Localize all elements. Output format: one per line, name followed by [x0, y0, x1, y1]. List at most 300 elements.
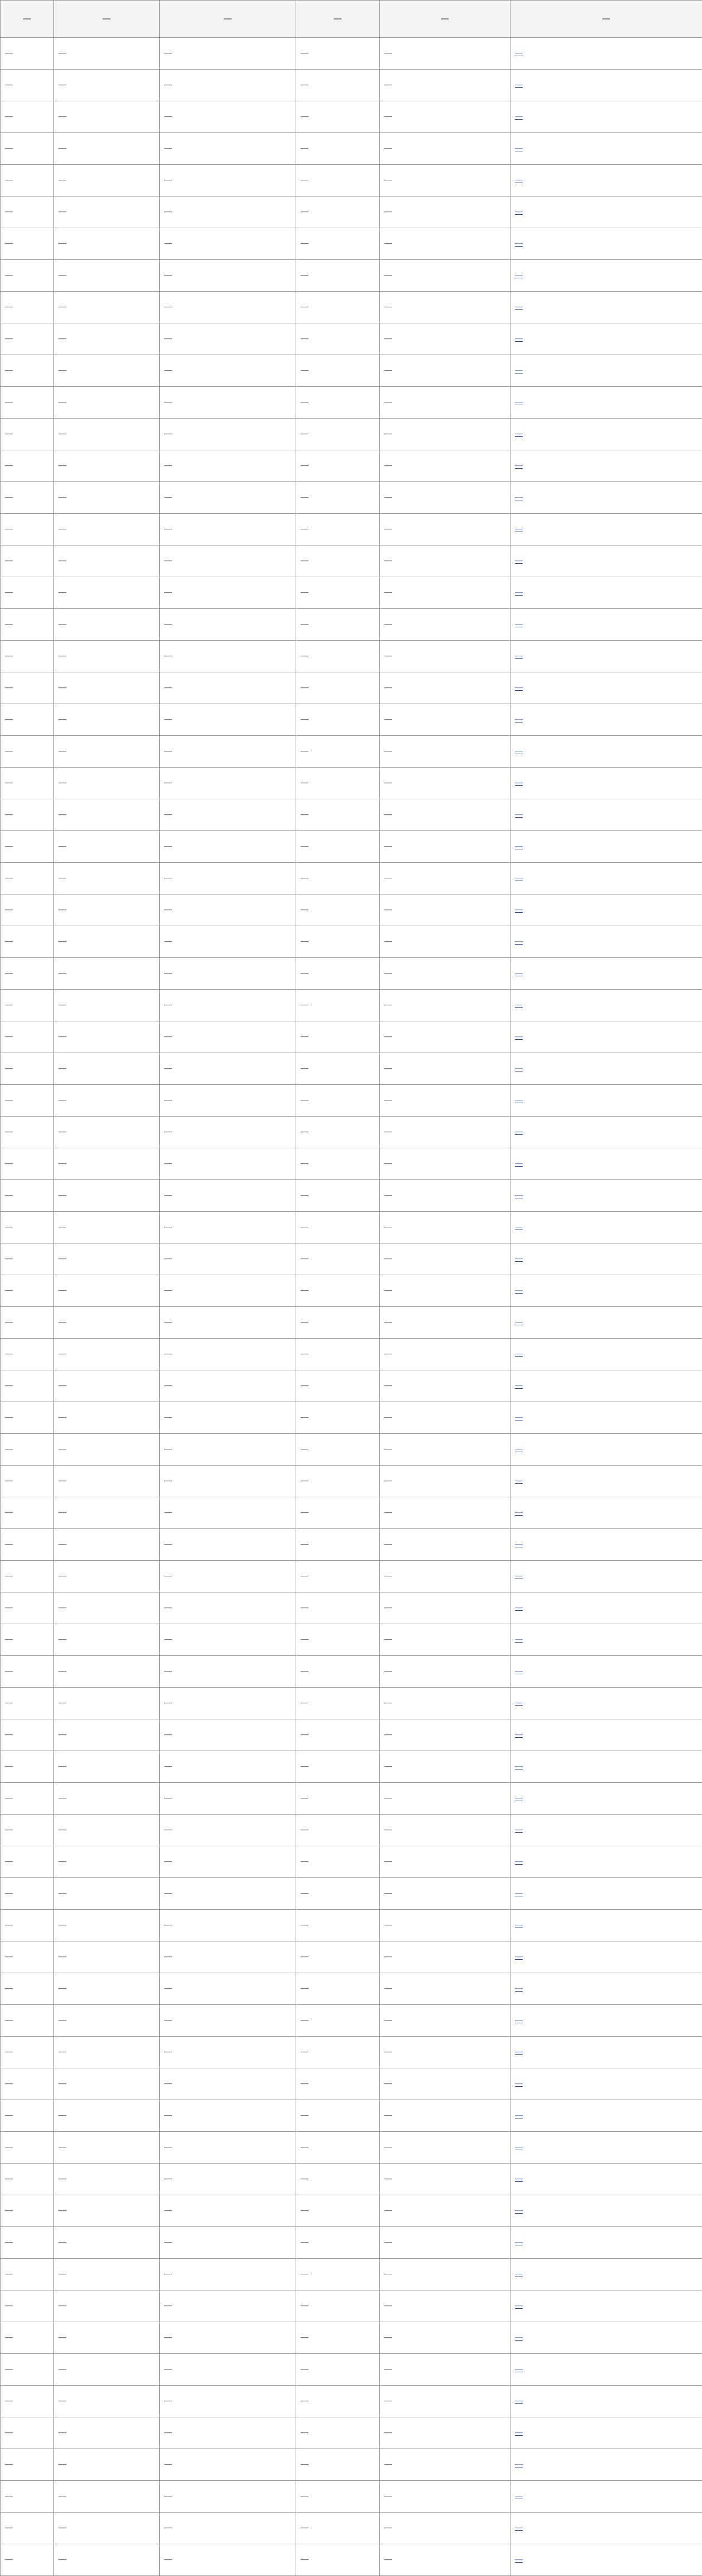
table-row	[1, 545, 702, 577]
email-link[interactable]: —	[510, 323, 702, 355]
phone-cell: —	[380, 38, 510, 70]
email-link[interactable]: —	[510, 1624, 702, 1656]
email-link[interactable]: —	[510, 2354, 702, 2386]
table-row	[1, 958, 702, 990]
school-cell: —	[1, 1243, 54, 1275]
direction-cell: —	[160, 2100, 296, 2132]
contact-cell: —	[296, 1243, 380, 1275]
contact-cell: —	[296, 577, 380, 609]
contact-cell: —	[296, 2005, 380, 2037]
school-cell: —	[1, 1307, 54, 1339]
school-cell: —	[1, 609, 54, 641]
direction-cell: —	[160, 799, 296, 831]
phone-cell: —	[380, 2544, 510, 2576]
email-link[interactable]: —	[510, 894, 702, 926]
email-link[interactable]: —	[510, 2386, 702, 2417]
table-row	[1, 926, 702, 958]
email-link[interactable]: —	[510, 1466, 702, 1497]
contact-cell: —	[296, 2481, 380, 2513]
email-link[interactable]: —	[510, 990, 702, 1021]
school-cell: —	[1, 1339, 54, 1370]
table-row	[1, 1307, 702, 1339]
contact-cell: —	[296, 165, 380, 196]
email-link[interactable]: —	[510, 1497, 702, 1529]
phone-cell: —	[380, 387, 510, 419]
email-link[interactable]: —	[510, 355, 702, 387]
contact-cell: —	[296, 514, 380, 545]
major-cell: —	[54, 2068, 160, 2100]
major-cell: —	[54, 1973, 160, 2005]
direction-cell: —	[160, 133, 296, 165]
direction-cell: —	[160, 2005, 296, 2037]
phone-cell: —	[380, 482, 510, 514]
contact-cell: —	[296, 1783, 380, 1815]
phone-cell: —	[380, 1180, 510, 1212]
email-link[interactable]: —	[510, 2544, 702, 2576]
email-link[interactable]: —	[510, 2259, 702, 2290]
email-link[interactable]: —	[510, 1561, 702, 1592]
direction-cell: —	[160, 2481, 296, 2513]
table-row	[1, 292, 702, 323]
email-link[interactable]: —	[510, 1085, 702, 1117]
table-row	[1, 1339, 702, 1370]
direction-cell: —	[160, 2195, 296, 2227]
email-link[interactable]: —	[510, 2417, 702, 2449]
email-link[interactable]: —	[510, 2005, 702, 2037]
major-cell: —	[54, 133, 160, 165]
email-link[interactable]: —	[510, 2100, 702, 2132]
school-cell: —	[1, 2068, 54, 2100]
school-cell: —	[1, 2544, 54, 2576]
major-cell: —	[54, 1148, 160, 1180]
phone-cell: —	[380, 450, 510, 482]
contact-cell: —	[296, 1688, 380, 1719]
email-link[interactable]: —	[510, 165, 702, 196]
school-cell: —	[1, 2481, 54, 2513]
major-cell: —	[54, 387, 160, 419]
email-link[interactable]: —	[510, 1592, 702, 1624]
school-cell: —	[1, 228, 54, 260]
contact-cell: —	[296, 863, 380, 894]
table-row	[1, 1751, 702, 1783]
email-link[interactable]: —	[510, 1021, 702, 1053]
table-row	[1, 2417, 702, 2449]
direction-cell: —	[160, 1117, 296, 1148]
phone-cell: —	[380, 1592, 510, 1624]
contact-cell: —	[296, 2227, 380, 2259]
school-cell: —	[1, 1751, 54, 1783]
email-link[interactable]: —	[510, 228, 702, 260]
major-cell: —	[54, 2132, 160, 2164]
contact-cell: —	[296, 2259, 380, 2290]
phone-cell: —	[380, 1085, 510, 1117]
phone-cell: —	[380, 1053, 510, 1085]
email-link[interactable]: —	[510, 1688, 702, 1719]
table-row	[1, 1846, 702, 1878]
phone-cell: —	[380, 894, 510, 926]
table-row	[1, 736, 702, 768]
email-link[interactable]: —	[510, 1529, 702, 1561]
contact-cell: —	[296, 2100, 380, 2132]
table-row	[1, 2132, 702, 2164]
table-row	[1, 2005, 702, 2037]
contact-cell: —	[296, 260, 380, 292]
email-link[interactable]: —	[510, 736, 702, 768]
school-cell: —	[1, 514, 54, 545]
direction-cell: —	[160, 1815, 296, 1846]
major-cell: —	[54, 1117, 160, 1148]
table-row	[1, 1878, 702, 1910]
table-row	[1, 2037, 702, 2068]
contact-cell: —	[296, 1402, 380, 1434]
direction-cell: —	[160, 2259, 296, 2290]
direction-cell: —	[160, 1719, 296, 1751]
direction-cell: —	[160, 1180, 296, 1212]
email-link[interactable]: —	[510, 1783, 702, 1815]
school-cell: —	[1, 196, 54, 228]
email-link[interactable]: —	[510, 926, 702, 958]
email-link[interactable]: —	[510, 768, 702, 799]
contact-cell: —	[296, 1497, 380, 1529]
phone-cell: —	[380, 323, 510, 355]
school-cell: —	[1, 1688, 54, 1719]
contact-cell: —	[296, 38, 380, 70]
direction-cell: —	[160, 260, 296, 292]
school-cell: —	[1, 1180, 54, 1212]
email-link[interactable]: —	[510, 482, 702, 514]
phone-cell: —	[380, 1275, 510, 1307]
school-cell: —	[1, 1878, 54, 1910]
email-link[interactable]: —	[510, 101, 702, 133]
email-link[interactable]: —	[510, 2290, 702, 2322]
header-school: —	[1, 1, 54, 38]
major-cell: —	[54, 990, 160, 1021]
table-row	[1, 165, 702, 196]
school-cell: —	[1, 1941, 54, 1973]
contact-cell: —	[296, 2449, 380, 2481]
email-link[interactable]: —	[510, 2227, 702, 2259]
email-link[interactable]: —	[510, 799, 702, 831]
phone-cell: —	[380, 704, 510, 736]
phone-cell: —	[380, 1783, 510, 1815]
email-link[interactable]: —	[510, 641, 702, 672]
table-row	[1, 2354, 702, 2386]
email-link[interactable]: —	[510, 1656, 702, 1688]
school-cell: —	[1, 2417, 54, 2449]
contact-cell: —	[296, 1085, 380, 1117]
table-row	[1, 1212, 702, 1243]
school-cell: —	[1, 38, 54, 70]
email-link[interactable]: —	[510, 1180, 702, 1212]
table-row	[1, 1656, 702, 1688]
email-link[interactable]: —	[510, 2037, 702, 2068]
school-cell: —	[1, 577, 54, 609]
email-link[interactable]: —	[510, 2513, 702, 2544]
table-row	[1, 323, 702, 355]
table-row	[1, 387, 702, 419]
phone-cell: —	[380, 1466, 510, 1497]
email-link[interactable]: —	[510, 1973, 702, 2005]
email-link[interactable]: —	[510, 2164, 702, 2195]
direction-cell: —	[160, 2449, 296, 2481]
contact-cell: —	[296, 482, 380, 514]
contact-cell: —	[296, 2195, 380, 2227]
school-cell: —	[1, 1148, 54, 1180]
email-link[interactable]: —	[510, 672, 702, 704]
major-cell: —	[54, 2005, 160, 2037]
school-cell: —	[1, 1370, 54, 1402]
major-cell: —	[54, 2164, 160, 2195]
school-cell: —	[1, 1434, 54, 1466]
email-link[interactable]: —	[510, 1370, 702, 1402]
contact-cell: —	[296, 1212, 380, 1243]
direction-cell: —	[160, 38, 296, 70]
school-cell: —	[1, 1846, 54, 1878]
major-cell: —	[54, 2195, 160, 2227]
email-link[interactable]: —	[510, 70, 702, 101]
table-row	[1, 1561, 702, 1592]
major-cell: —	[54, 1085, 160, 1117]
table-row	[1, 196, 702, 228]
direction-cell: —	[160, 2068, 296, 2100]
email-link[interactable]: —	[510, 1339, 702, 1370]
school-cell: —	[1, 1592, 54, 1624]
email-link[interactable]: —	[510, 2132, 702, 2164]
school-cell: —	[1, 2386, 54, 2417]
email-link[interactable]: —	[510, 704, 702, 736]
major-cell: —	[54, 1624, 160, 1656]
phone-cell: —	[380, 2005, 510, 2037]
school-cell: —	[1, 323, 54, 355]
email-link[interactable]: —	[510, 577, 702, 609]
school-cell: —	[1, 1973, 54, 2005]
major-cell: —	[54, 831, 160, 863]
email-link[interactable]: —	[510, 1719, 702, 1751]
email-link[interactable]: —	[510, 2195, 702, 2227]
school-cell: —	[1, 1815, 54, 1846]
email-link[interactable]: —	[510, 1212, 702, 1243]
header-direction: —	[160, 1, 296, 38]
phone-cell: —	[380, 1688, 510, 1719]
contact-cell: —	[296, 1592, 380, 1624]
direction-cell: —	[160, 1783, 296, 1815]
header-email: —	[510, 1, 702, 38]
direction-cell: —	[160, 1148, 296, 1180]
contact-cell: —	[296, 1656, 380, 1688]
email-link[interactable]: —	[510, 1117, 702, 1148]
email-link[interactable]: —	[510, 387, 702, 419]
school-cell: —	[1, 672, 54, 704]
major-cell: —	[54, 1275, 160, 1307]
phone-cell: —	[380, 2100, 510, 2132]
major-cell: —	[54, 958, 160, 990]
direction-cell: —	[160, 768, 296, 799]
table-row	[1, 1941, 702, 1973]
school-cell: —	[1, 2354, 54, 2386]
major-cell: —	[54, 1370, 160, 1402]
contact-cell: —	[296, 2290, 380, 2322]
direction-cell: —	[160, 577, 296, 609]
table-row	[1, 609, 702, 641]
contact-cell: —	[296, 672, 380, 704]
direction-cell: —	[160, 704, 296, 736]
email-link[interactable]: —	[510, 831, 702, 863]
phone-cell: —	[380, 260, 510, 292]
email-link[interactable]: —	[510, 958, 702, 990]
major-cell: —	[54, 2513, 160, 2544]
phone-cell: —	[380, 2513, 510, 2544]
table-row	[1, 2259, 702, 2290]
email-link[interactable]: —	[510, 292, 702, 323]
direction-cell: —	[160, 2227, 296, 2259]
phone-cell: —	[380, 1910, 510, 1941]
table-row	[1, 1783, 702, 1815]
direction-cell: —	[160, 2322, 296, 2354]
email-link[interactable]: —	[510, 1243, 702, 1275]
email-link[interactable]: —	[510, 514, 702, 545]
school-cell: —	[1, 1624, 54, 1656]
direction-cell: —	[160, 2290, 296, 2322]
table-row	[1, 2227, 702, 2259]
school-cell: —	[1, 958, 54, 990]
email-link[interactable]: —	[510, 2449, 702, 2481]
phone-cell: —	[380, 1624, 510, 1656]
email-link[interactable]: —	[510, 1910, 702, 1941]
school-cell: —	[1, 2005, 54, 2037]
direction-cell: —	[160, 514, 296, 545]
school-cell: —	[1, 2227, 54, 2259]
major-cell: —	[54, 1180, 160, 1212]
table-row	[1, 641, 702, 672]
table-row	[1, 419, 702, 450]
table-row	[1, 514, 702, 545]
major-cell: —	[54, 2449, 160, 2481]
table-row	[1, 1434, 702, 1466]
table-row	[1, 1053, 702, 1085]
contact-cell: —	[296, 2037, 380, 2068]
contact-cell: —	[296, 355, 380, 387]
phone-cell: —	[380, 292, 510, 323]
phone-cell: —	[380, 419, 510, 450]
major-cell: —	[54, 1466, 160, 1497]
school-cell: —	[1, 419, 54, 450]
email-link[interactable]: —	[510, 545, 702, 577]
direction-cell: —	[160, 1561, 296, 1592]
direction-cell: —	[160, 292, 296, 323]
email-link[interactable]: —	[510, 450, 702, 482]
email-link[interactable]: —	[510, 133, 702, 165]
email-link[interactable]: —	[510, 2068, 702, 2100]
email-link[interactable]: —	[510, 2481, 702, 2513]
table-row	[1, 2544, 702, 2576]
contact-cell: —	[296, 990, 380, 1021]
contact-cell: —	[296, 1973, 380, 2005]
email-link[interactable]: —	[510, 1941, 702, 1973]
phone-cell: —	[380, 863, 510, 894]
table-row	[1, 2290, 702, 2322]
contact-cell: —	[296, 736, 380, 768]
table-row	[1, 1592, 702, 1624]
contact-cell: —	[296, 1275, 380, 1307]
contact-cell: —	[296, 1815, 380, 1846]
major-cell: —	[54, 228, 160, 260]
major-cell: —	[54, 1688, 160, 1719]
major-cell: —	[54, 1434, 160, 1466]
email-link[interactable]: —	[510, 1846, 702, 1878]
school-cell: —	[1, 355, 54, 387]
direction-cell: —	[160, 1751, 296, 1783]
phone-cell: —	[380, 1656, 510, 1688]
direction-cell: —	[160, 2164, 296, 2195]
major-cell: —	[54, 704, 160, 736]
email-link[interactable]: —	[510, 2322, 702, 2354]
direction-cell: —	[160, 1497, 296, 1529]
email-link[interactable]: —	[510, 1878, 702, 1910]
direction-cell: —	[160, 1941, 296, 1973]
direction-cell: —	[160, 1243, 296, 1275]
phone-cell: —	[380, 514, 510, 545]
major-cell: —	[54, 323, 160, 355]
major-cell: —	[54, 70, 160, 101]
phone-cell: —	[380, 2132, 510, 2164]
email-link[interactable]: —	[510, 863, 702, 894]
school-cell: —	[1, 1529, 54, 1561]
email-link[interactable]: —	[510, 1751, 702, 1783]
phone-cell: —	[380, 831, 510, 863]
email-link[interactable]: —	[510, 260, 702, 292]
contact-cell: —	[296, 2513, 380, 2544]
direction-cell: —	[160, 609, 296, 641]
email-link[interactable]: —	[510, 1434, 702, 1466]
email-link[interactable]: —	[510, 38, 702, 70]
contact-cell: —	[296, 1434, 380, 1466]
school-cell: —	[1, 736, 54, 768]
phone-cell: —	[380, 926, 510, 958]
table-row	[1, 1021, 702, 1053]
contact-cell: —	[296, 1466, 380, 1497]
email-link[interactable]: —	[510, 1402, 702, 1434]
school-cell: —	[1, 1021, 54, 1053]
school-cell: —	[1, 799, 54, 831]
email-link[interactable]: —	[510, 609, 702, 641]
contact-cell: —	[296, 1846, 380, 1878]
direction-cell: —	[160, 482, 296, 514]
table-row	[1, 2386, 702, 2417]
direction-cell: —	[160, 2132, 296, 2164]
email-link[interactable]: —	[510, 419, 702, 450]
email-link[interactable]: —	[510, 196, 702, 228]
contact-cell: —	[296, 926, 380, 958]
email-link[interactable]: —	[510, 1275, 702, 1307]
table-row	[1, 2195, 702, 2227]
email-link[interactable]: —	[510, 1148, 702, 1180]
contact-cell: —	[296, 323, 380, 355]
email-link[interactable]: —	[510, 1307, 702, 1339]
major-cell: —	[54, 1497, 160, 1529]
contact-cell: —	[296, 1117, 380, 1148]
header-contact: —	[296, 1, 380, 38]
school-cell: —	[1, 990, 54, 1021]
phone-cell: —	[380, 228, 510, 260]
major-cell: —	[54, 1656, 160, 1688]
phone-cell: —	[380, 2227, 510, 2259]
email-link[interactable]: —	[510, 1053, 702, 1085]
email-link[interactable]: —	[510, 1815, 702, 1846]
direction-cell: —	[160, 2354, 296, 2386]
table-row	[1, 2100, 702, 2132]
major-cell: —	[54, 799, 160, 831]
phone-cell: —	[380, 2354, 510, 2386]
